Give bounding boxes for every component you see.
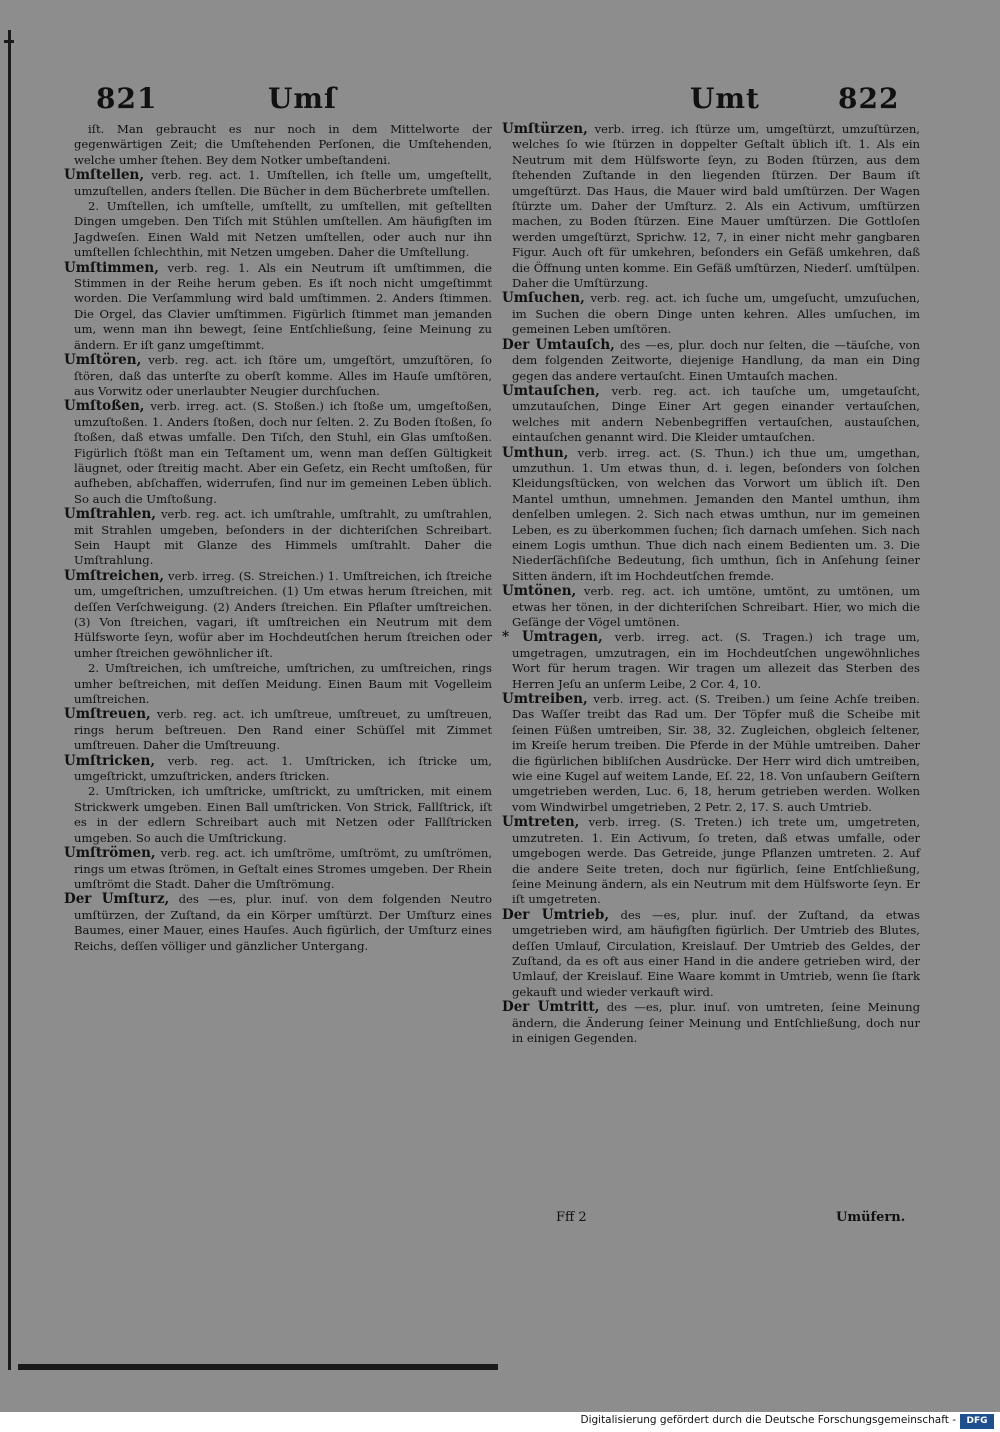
page-edge-rule	[8, 30, 11, 1370]
entry-text: des —es, plur. inuſ. der Zuſtand, da etwas umgetrieben wird, am häufigſten figürlich. Der Umtrieb des Blutes, deſſen Umlauf, Circulation, Kreislauf. Der Umtrieb des Geldes, der Zuſtand, da es oft aus einer Hand in die andere getrieben wird, der Umlauf, der Kreislauf. Eine Waare kommt in Umtrieb, wenn ſie ſtark gekauft und wieder verkauft wird.	[512, 907, 920, 999]
entry-text: verb. reg. act. ich umſtreue, umſtreuet, zu umſtreuen, rings herum beſtreuen. Den Rand einer Schüſſel mit Zimmet umſtreuen. Daher die Umſtreuung.	[74, 707, 493, 753]
entry-text: verb. irreg. act. (S. Thun.) ich thue um, umgethan, umzuthun. 1. Um etwas thun, d. i. legen, beſonders von ſolchen Kleidungsſtücken, von welchen das Vorwort um üblich iſt. Den Mantel umthun, umnehmen. Jemanden den Mantel umthun, ihm denſelben umlegen. 2. Sich nach etwas umthun, nur im gemeinen Leben, es zu überkommen ſuchen; ſich darnach umſehen. Sich nach einem Logis umthun. Thue dich nach einem Bedienten um. 3. Die Niederſächſiſche Bedeutung, ſich umthun, ſich in Anſehung ſeiner Sitten ändern, iſt im Hochdeutſchen fremde.	[512, 445, 921, 583]
entry-headword: Umſtellen,	[64, 167, 145, 184]
entry-text: verb. reg. act. ich ſuche um, umgeſucht, umzuſuchen, im Suchen die obern Dinge unten kehren. Alles umſuchen, im gemeinen Leben umſtören.	[512, 291, 920, 337]
entry-headword: * Umtragen,	[502, 629, 603, 646]
entry-text: verb. reg. act. ich ſtöre um, umgeſtört, umzuſtören, ſo ſtören, daß das unterſte zu oberſt komme. Alles im Hauſe umſtören, aus Vorwitz oder unerlaubter Neugier durchſuchen.	[74, 353, 492, 398]
left-column	[64, 122, 492, 954]
entry-text: des —es, plur. doch nur ſelten, die —täuſche, von dem folgenden Zeitworte, diejenige Handlung, da man ein Ding gegen das andere vertauſcht. Einen Umtauſch machen.	[512, 337, 920, 383]
entry-headword: Umſtimmen,	[64, 259, 159, 276]
entry-text: verb. reg. act. ich tauſche um, umgetauſcht, umzutauſchen, Dinge Einer Art gegen einander vertauſchen, welches mit andern Nebenbegriffen vertauſchen, austauſchen, eintauſchen genannt wird. Die Kleider umtauſchen.	[512, 383, 920, 445]
entry-text: verb. irreg. (S. Streichen.) 1. Umſtreichen, ich ſtreiche um, umgeſtrichen, umzuſtreichen. (1) Um etwas herum ſtreichen, mit deſſen Verſchweigung. (2) Anders ſtreichen. Ein Pflaſter umſtreichen. (3) Von ſtreichen, vagari, iſt umſtreichen ein Neutrum mit dem Hülfsworte ſeyn, wofür aber im Hochdeutſchen herum ſtreichen oder umher ſtreichen gewöhnlicher iſt.	[74, 568, 492, 660]
entry-headword: Umtauſchen,	[502, 382, 600, 399]
entry-headword: Der Umſturz,	[64, 891, 170, 908]
entry-text: verb. reg. act. ich umſtröme, umſtrömt, zu umſtrömen, rings um etwas ſtrömen, in Geſtalt eines Stromes umgeben. Der Rhein umſtrömt die Stadt. Daher die Umſtrömung.	[74, 846, 493, 891]
entry-headword: Umſtrömen,	[64, 845, 156, 862]
dictionary-entry	[64, 199, 492, 261]
entry-text: des —es, plur. inuſ. von dem folgenden Neutro umſtürzen, der Zuſtand, da ein Körper umſtürzt. Der Umſturz eines Baumes, einer Mauer, eines Hauſes. Auch figürlich, der Umſturz eines Reichs, deſſen völliger und gänzlicher Untergang.	[74, 892, 492, 953]
entry-headword: Umſtrahlen,	[64, 506, 157, 523]
entry-text: 2. Umſtricken, ich umſtricke, umſtrickt, zu umſtricken, mit einem Strickwerk umgeben. Einen Ball umſtricken. Von Strick, Fallſtrick, iſt es in der edlern Schreibart auch mit Netzen oder Fallſtricken umgeben. So auch die Umſtrickung.	[74, 784, 492, 845]
dictionary-entry	[502, 338, 920, 384]
dictionary-entry	[64, 168, 492, 199]
credit-bar	[0, 1412, 1000, 1432]
dictionary-entry	[502, 908, 920, 1000]
entry-headword: Umſtreuen,	[64, 706, 151, 723]
dictionary-entry	[64, 399, 492, 507]
signature-mark: Fff 2	[556, 1210, 587, 1225]
dictionary-entry	[502, 815, 920, 907]
page-number-left: 821	[96, 82, 158, 115]
dictionary-entry	[64, 707, 492, 753]
dictionary-entry	[502, 584, 920, 630]
entry-headword: Umthun,	[502, 444, 569, 461]
entry-headword: Umtreiben,	[502, 691, 588, 708]
entry-headword: Der Umtrieb,	[502, 906, 610, 923]
entry-text: verb. irreg. act. (S. Treiben.) um ſeine Achſe treiben. Das Waſſer treibt das Rad um. Der Töpfer muß die Scheibe mit ſeinen Füßen umtreiben, Sir. 38, 32. Zugleichen, obgleich ſeltener, im Kreiſe herum treiben. Die Pferde in der Mühle umtreiben. Daher die figürlichen bibliſchen Ausdrücke. Der Herr wird dich umtreiben, wie eine Kugel auf weitem Lande, Eſ. 22, 18. Von unſaubern Geiſtern umgetrieben werden, Luc. 6, 18, herum getrieben werden. Wolken vom Windwirbel umgetrieben, 2 Petr. 2, 17. S. auch Umtrieb.	[512, 692, 920, 814]
entry-text: verb. reg. 1. Als ein Neutrum iſt umſtimmen, die Stimmen in der Reihe herum geben. Es iſt noch nicht umgeſtimmt worden. Die Verſammlung wird bald umſtimmen. 2. Anders ſtimmen. Die Orgel, das Clavier umſtimmen. Figürlich ſtimmet man jemanden um, wenn man ihn bewegt, ſeine Entſchließung, ſeine Meinung zu ändern. Er iſt ganz umgeſtimmt.	[74, 260, 492, 352]
entry-headword: Der Umtritt,	[502, 999, 600, 1016]
dictionary-entry	[64, 507, 492, 569]
dictionary-entry	[502, 692, 920, 815]
dictionary-entry	[64, 569, 492, 661]
entry-headword: Umſtürzen,	[502, 121, 588, 137]
entry-text: 2. Umſtellen, ich umſtelle, umſtellt, zu umſtellen, mit geſtellten Dingen umgeben. Den Tiſch mit Stühlen umſtellen. Am häufigſten im Jagdweſen. Einen Wald mit Netzen umſtellen, oder auch nur ihn umſtellen ſchlechthin, mit Netzen umgeben. Daher die Umſtellung.	[74, 199, 492, 260]
dictionary-entry	[502, 122, 920, 291]
dictionary-entry	[64, 784, 492, 846]
dictionary-entry	[502, 384, 920, 446]
entry-text: verb. irreg. act. (S. Tragen.) ich trage um, umgetragen, umzutragen, ein im Hochdeutſchen ungewöhnliches Wort für herum tragen. Wir tragen um allezeit das Sterben des Herren Jeſu an unſerm Leibe, 2 Cor. 4, 10.	[512, 630, 920, 691]
entry-text: verb. irreg. act. (S. Stoßen.) ich ſtoße um, umgeſtoßen, umzuſtoßen. 1. Anders ſtoßen, doch nur ſelten. 2. Zu Boden ſtoßen, ſo ſtoßen, daß etwas umfalle. Den Tiſch, den Stuhl, ein Glas umſtoßen. Figürlich ſtößt man ein Teſtament um, wenn man deſſen Gültigkeit läugnet, oder ſtreitig macht. Aber ein Geſetz, ein Recht umſtoßen, für aufheben, abſchaffen, widerrufen, ſind nur im gemeinen Leben üblich. So auch die Umſtoßung.	[74, 399, 492, 506]
credit-text: Digitalisierung gefördert durch die Deutsche Forschungsgemeinschaft -	[580, 1414, 956, 1426]
entry-text: 2. Umſtreichen, ich umſtreiche, umſtrichen, zu umſtreichen, rings umher beſtreichen, mit deſſen Meidung. Einen Baum mit Vogelleim umſtreichen.	[74, 661, 492, 707]
header-word-right: Umt	[690, 82, 760, 115]
dictionary-entry	[64, 754, 492, 785]
dictionary-entry	[502, 291, 920, 337]
entry-text: verb. reg. act. ich umſtrahle, umſtrahlt, zu umſtrahlen, mit Strahlen umgeben, beſonders in der dichteriſchen Schreibart. Sein Haupt mit Glanze des Himmels umſtrahlt. Daher die Umſtrahlung.	[74, 507, 493, 568]
dfg-logo: DFG	[960, 1414, 994, 1429]
entry-text: des —es, plur. inuſ. von umtreten, ſeine Meinung ändern, die Änderung ſeiner Meinung und Entſchließung, doch nur in einigen Gegenden.	[512, 1000, 920, 1045]
dictionary-entry	[64, 122, 492, 168]
entry-headword: Umtreten,	[502, 814, 580, 831]
page-number-right: 822	[838, 82, 900, 115]
entry-text: verb. irreg. ich ſtürze um, umgeſtürzt, umzuſtürzen, welches ſo wie ſtürzen in doppelter Geſtalt üblich iſt. 1. Als ein Neutrum mit dem Hülfsworte ſeyn, zu Boden ſtürzen, aus dem ſtehenden Zuſtande in den liegenden ſtürzen. Der Baum iſt umgeſtürzt. Das Haus, die Mauer wird bald umſtürzen. Der Wagen ſtürzte um. Daher der Umſturz. 2. Als ein Activum, umſtürzen machen, zu Boden ſtürzen. Eine Mauer umſtürzen. Die Gottloſen werden umgeſtürzt, Sprichw. 12, 7, in einer nicht mehr gangbaren Figur. Auch oft für umkehren, beſonders ein Gefäß umkehren, daß die Öffnung unten komme. Ein Gefäß umſtürzen, Niederſ. umſtülpen. Daher die Umſtürzung.	[512, 122, 920, 291]
entry-headword: Umſtricken,	[64, 752, 156, 769]
page-edge-tick	[4, 40, 14, 43]
entry-headword: Umſtoßen,	[64, 398, 145, 415]
dictionary-entry	[502, 446, 920, 585]
entry-text: verb. irreg. (S. Treten.) ich trete um, umgetreten, umzutreten. 1. Ein Activum, ſo treten, daß etwas umfalle, oder umgebogen werde. Das Getreide, junge Pflanzen umtreten. 2. Auf die andere Seite treten, doch nur figürlich, ſeine Entſchließung, ſeine Meinung ändern, als ein Neutrum mit dem Hülfsworte ſeyn. Er iſt umgetreten.	[512, 815, 921, 907]
bottom-rule	[18, 1364, 498, 1370]
catchword: Umüfern.	[836, 1210, 906, 1225]
dictionary-entry	[64, 661, 492, 707]
entry-text: iſt. Man gebraucht es nur noch in dem Mittelworte der gegenwärtigen Zeit; die Umſtehenden Perſonen, die Umſtehenden, welche umher ſtehen. Bey dem Notker umbeſtandeni.	[74, 122, 492, 167]
entry-headword: Umſuchen,	[502, 290, 585, 307]
entry-headword: Umſtören,	[64, 352, 142, 369]
entry-headword: Der Umtauſch,	[502, 336, 615, 353]
entry-text: verb. reg. act. ich umtöne, umtönt, zu umtönen, um etwas her tönen, in der dichteriſchen Schreibart. Hier, wo mich die Geſänge der Vögel umtönen.	[512, 584, 920, 629]
dictionary-entry	[502, 630, 920, 692]
header-word-left: Umſ	[268, 82, 338, 115]
dictionary-entry	[502, 1000, 920, 1046]
entry-text: verb. reg. act. 1. Umſtellen, ich ſtelle um, umgeſtellt, umzuſtellen, anders ſtellen. Die Bücher in dem Bücherbrete umſtellen.	[74, 168, 492, 198]
dictionary-entry	[64, 261, 492, 353]
right-column	[502, 122, 920, 1046]
dictionary-entry	[64, 892, 492, 954]
dictionary-entry	[64, 846, 492, 892]
dictionary-entry	[64, 353, 492, 399]
entry-headword: Umſtreichen,	[64, 567, 165, 584]
entry-headword: Umtönen,	[502, 583, 577, 600]
running-header	[0, 82, 1000, 122]
entry-text: verb. reg. act. 1. Umſtricken, ich ſtricke um, umgeſtrickt, umzuſtricken, anders ſtricken.	[74, 753, 492, 784]
